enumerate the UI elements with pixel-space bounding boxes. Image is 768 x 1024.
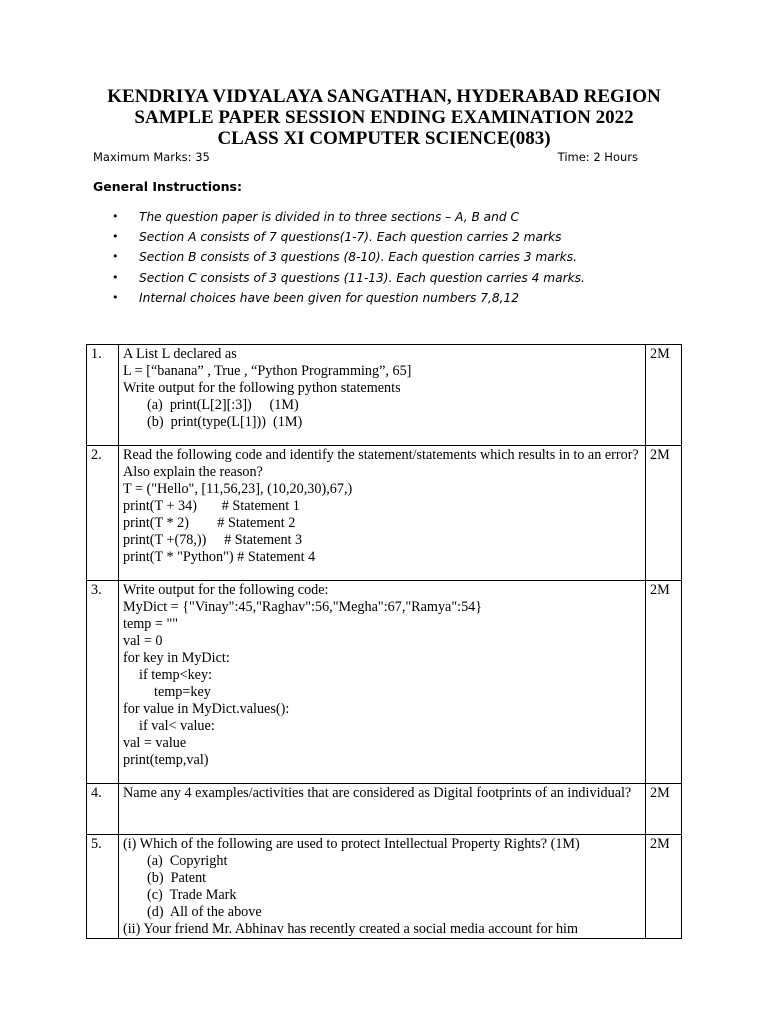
exam-time: Time: 2 Hours (557, 150, 638, 164)
question-text: Name any 4 examples/activities that are considered as Digital footprints of an individual? (123, 785, 632, 801)
question-marks: 2M (646, 345, 682, 446)
instruction-text: The question paper is divided in to three sections – A, B and C (139, 210, 519, 224)
header-class-subject: CLASS XI COMPUTER SCIENCE(083) (217, 128, 551, 149)
code-line: print(T * "Python") # Statement 4 (123, 549, 316, 565)
question-row (87, 835, 682, 939)
instruction-item (110, 208, 585, 228)
question-row (87, 446, 682, 581)
question-text: Read the following code and identify the statement/statements which results in to an error? Also explain the reason? (123, 447, 639, 480)
code-line: for value in MyDict.values(): (123, 701, 290, 717)
sub-question: (a) print(L[2][:3]) (1M) (147, 397, 299, 413)
question-body (119, 446, 646, 581)
code-line: temp = "" (123, 616, 179, 632)
instruction-item (110, 269, 585, 289)
question-marks: 2M (646, 446, 682, 581)
question-text: (ii) Your friend Mr. Abhinav has recently created a social media account for him (123, 921, 579, 937)
instruction-text: Section B consists of 3 questions (8-10). Each question carries 3 marks. (139, 250, 577, 265)
instruction-text: Section A consists of 7 questions(1-7). Each question carries 2 marks (139, 230, 562, 245)
header-exam-title: SAMPLE PAPER SESSION ENDING EXAMINATION 2022 (134, 107, 634, 128)
question-marks: 2M (646, 835, 682, 939)
option-item: (a) Copyright (147, 853, 228, 869)
question-number: 3. (87, 581, 119, 784)
option-item: (b) Patent (147, 870, 207, 886)
question-marks: 2M (646, 784, 682, 835)
questions-table (86, 344, 682, 939)
code-line: MyDict = {"Vinay":45,"Raghav":56,"Megha":67,"Ramya":54} (123, 599, 483, 615)
bullet-icon: • (112, 290, 119, 304)
code-line: if val< value: (139, 718, 215, 734)
question-body (119, 345, 646, 446)
instruction-text: Section C consists of 3 questions (11-13). Each question carries 4 marks. (139, 270, 585, 285)
question-body (119, 581, 646, 784)
general-instructions-title: General Instructions: (93, 179, 242, 194)
code-line: L = [“banana” , True , “Python Programming”, 65] (123, 363, 412, 379)
instruction-item (110, 289, 585, 309)
question-row (87, 784, 682, 835)
instruction-text: Internal choices have been given for question numbers 7,8,12 (139, 290, 520, 305)
option-item: (c) Trade Mark (147, 887, 237, 903)
question-body (119, 784, 646, 835)
instructions-list (110, 208, 585, 309)
question-number: 4. (87, 784, 119, 835)
bullet-icon: • (112, 230, 119, 244)
question-body (119, 835, 646, 939)
question-number: 2. (87, 446, 119, 581)
code-line: for key in MyDict: (123, 650, 230, 666)
bullet-icon: • (112, 270, 119, 284)
code-line: print(T +(78,)) # Statement 3 (123, 532, 303, 548)
option-item: (d) All of the above (147, 904, 262, 920)
sub-question: (b) print(type(L[1])) (1M) (147, 414, 303, 430)
bullet-icon: • (112, 210, 119, 223)
maximum-marks: Maximum Marks: 35 (93, 150, 210, 164)
code-line: temp=key (154, 684, 211, 700)
question-row (87, 581, 682, 784)
marks-time-row (93, 150, 638, 166)
question-text: Write output for the following code: (123, 582, 329, 598)
code-line: print(temp,val) (123, 752, 209, 768)
code-line: print(T + 34) # Statement 1 (123, 498, 300, 514)
bullet-icon: • (112, 250, 119, 264)
code-line: val = value (123, 735, 187, 751)
instruction-item (110, 248, 585, 268)
header-region: KENDRIYA VIDYALAYA SANGATHAN, HYDERABAD REGION (107, 86, 661, 107)
question-row (87, 345, 682, 446)
question-text: Write output for the following python statements (123, 380, 401, 396)
code-line: val = 0 (123, 633, 163, 649)
question-text: (i) Which of the following are used to protect Intellectual Property Rights? (1M) (123, 836, 580, 852)
instruction-item (110, 228, 585, 248)
question-marks: 2M (646, 581, 682, 784)
question-number: 5. (87, 835, 119, 939)
exam-header (0, 86, 768, 149)
question-number: 1. (87, 345, 119, 446)
code-line: print(T * 2) # Statement 2 (123, 515, 296, 531)
question-text: A List L declared as (123, 346, 237, 362)
code-line: T = ("Hello", [11,56,23], (10,20,30),67,) (123, 481, 353, 497)
code-line: if temp<key: (139, 667, 213, 683)
